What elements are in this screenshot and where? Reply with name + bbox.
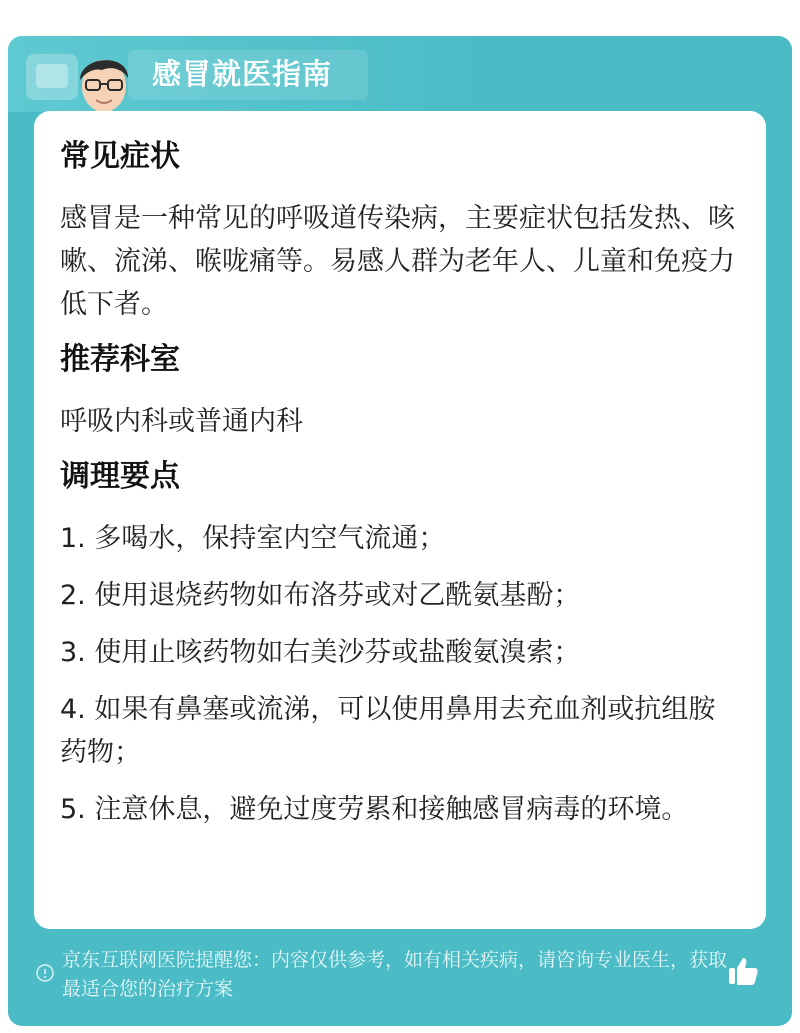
guide-panel [8, 36, 792, 1026]
section-heading: 调理要点 [60, 459, 180, 494]
thumbs-up-icon[interactable] [726, 954, 760, 988]
section-heading: 推荐科室 [60, 342, 180, 377]
section-department [60, 340, 740, 443]
care-item: 3. 使用止咳药物如右美沙芬或盐酸氨溴索； [60, 637, 581, 668]
page-title: 感冒就医指南 [152, 57, 333, 91]
department-text: 呼吸内科或普通内科 [60, 406, 303, 437]
care-item: 2. 使用退烧药物如布洛芬或对乙酰氨基酚； [60, 580, 581, 611]
footer-disclaimer: 京东互联网医院提醒您：内容仅供参考，如有相关疾病，请咨询专业医生，获取最适合您的治疗方案 [62, 949, 728, 1000]
care-item: 1. 多喝水，保持室内空气流通； [60, 523, 446, 554]
section-heading: 常见症状 [60, 139, 180, 174]
care-item: 5. 注意休息，避免过度劳累和接触感冒病毒的环境。 [60, 794, 689, 825]
section-care [60, 457, 740, 831]
content [60, 137, 740, 845]
info-icon [36, 964, 54, 982]
care-item: 4. 如果有鼻塞或流涕，可以使用鼻用去充血剂或抗组胺药物； [60, 694, 716, 768]
section-symptoms [60, 137, 740, 326]
symptoms-text: 感冒是一种常见的呼吸道传染病，主要症状包括发热、咳嗽、流涕、喉咙痛等。易感人群为老年人、儿童和免疫力低下者。 [60, 203, 735, 320]
content-card [34, 111, 766, 929]
